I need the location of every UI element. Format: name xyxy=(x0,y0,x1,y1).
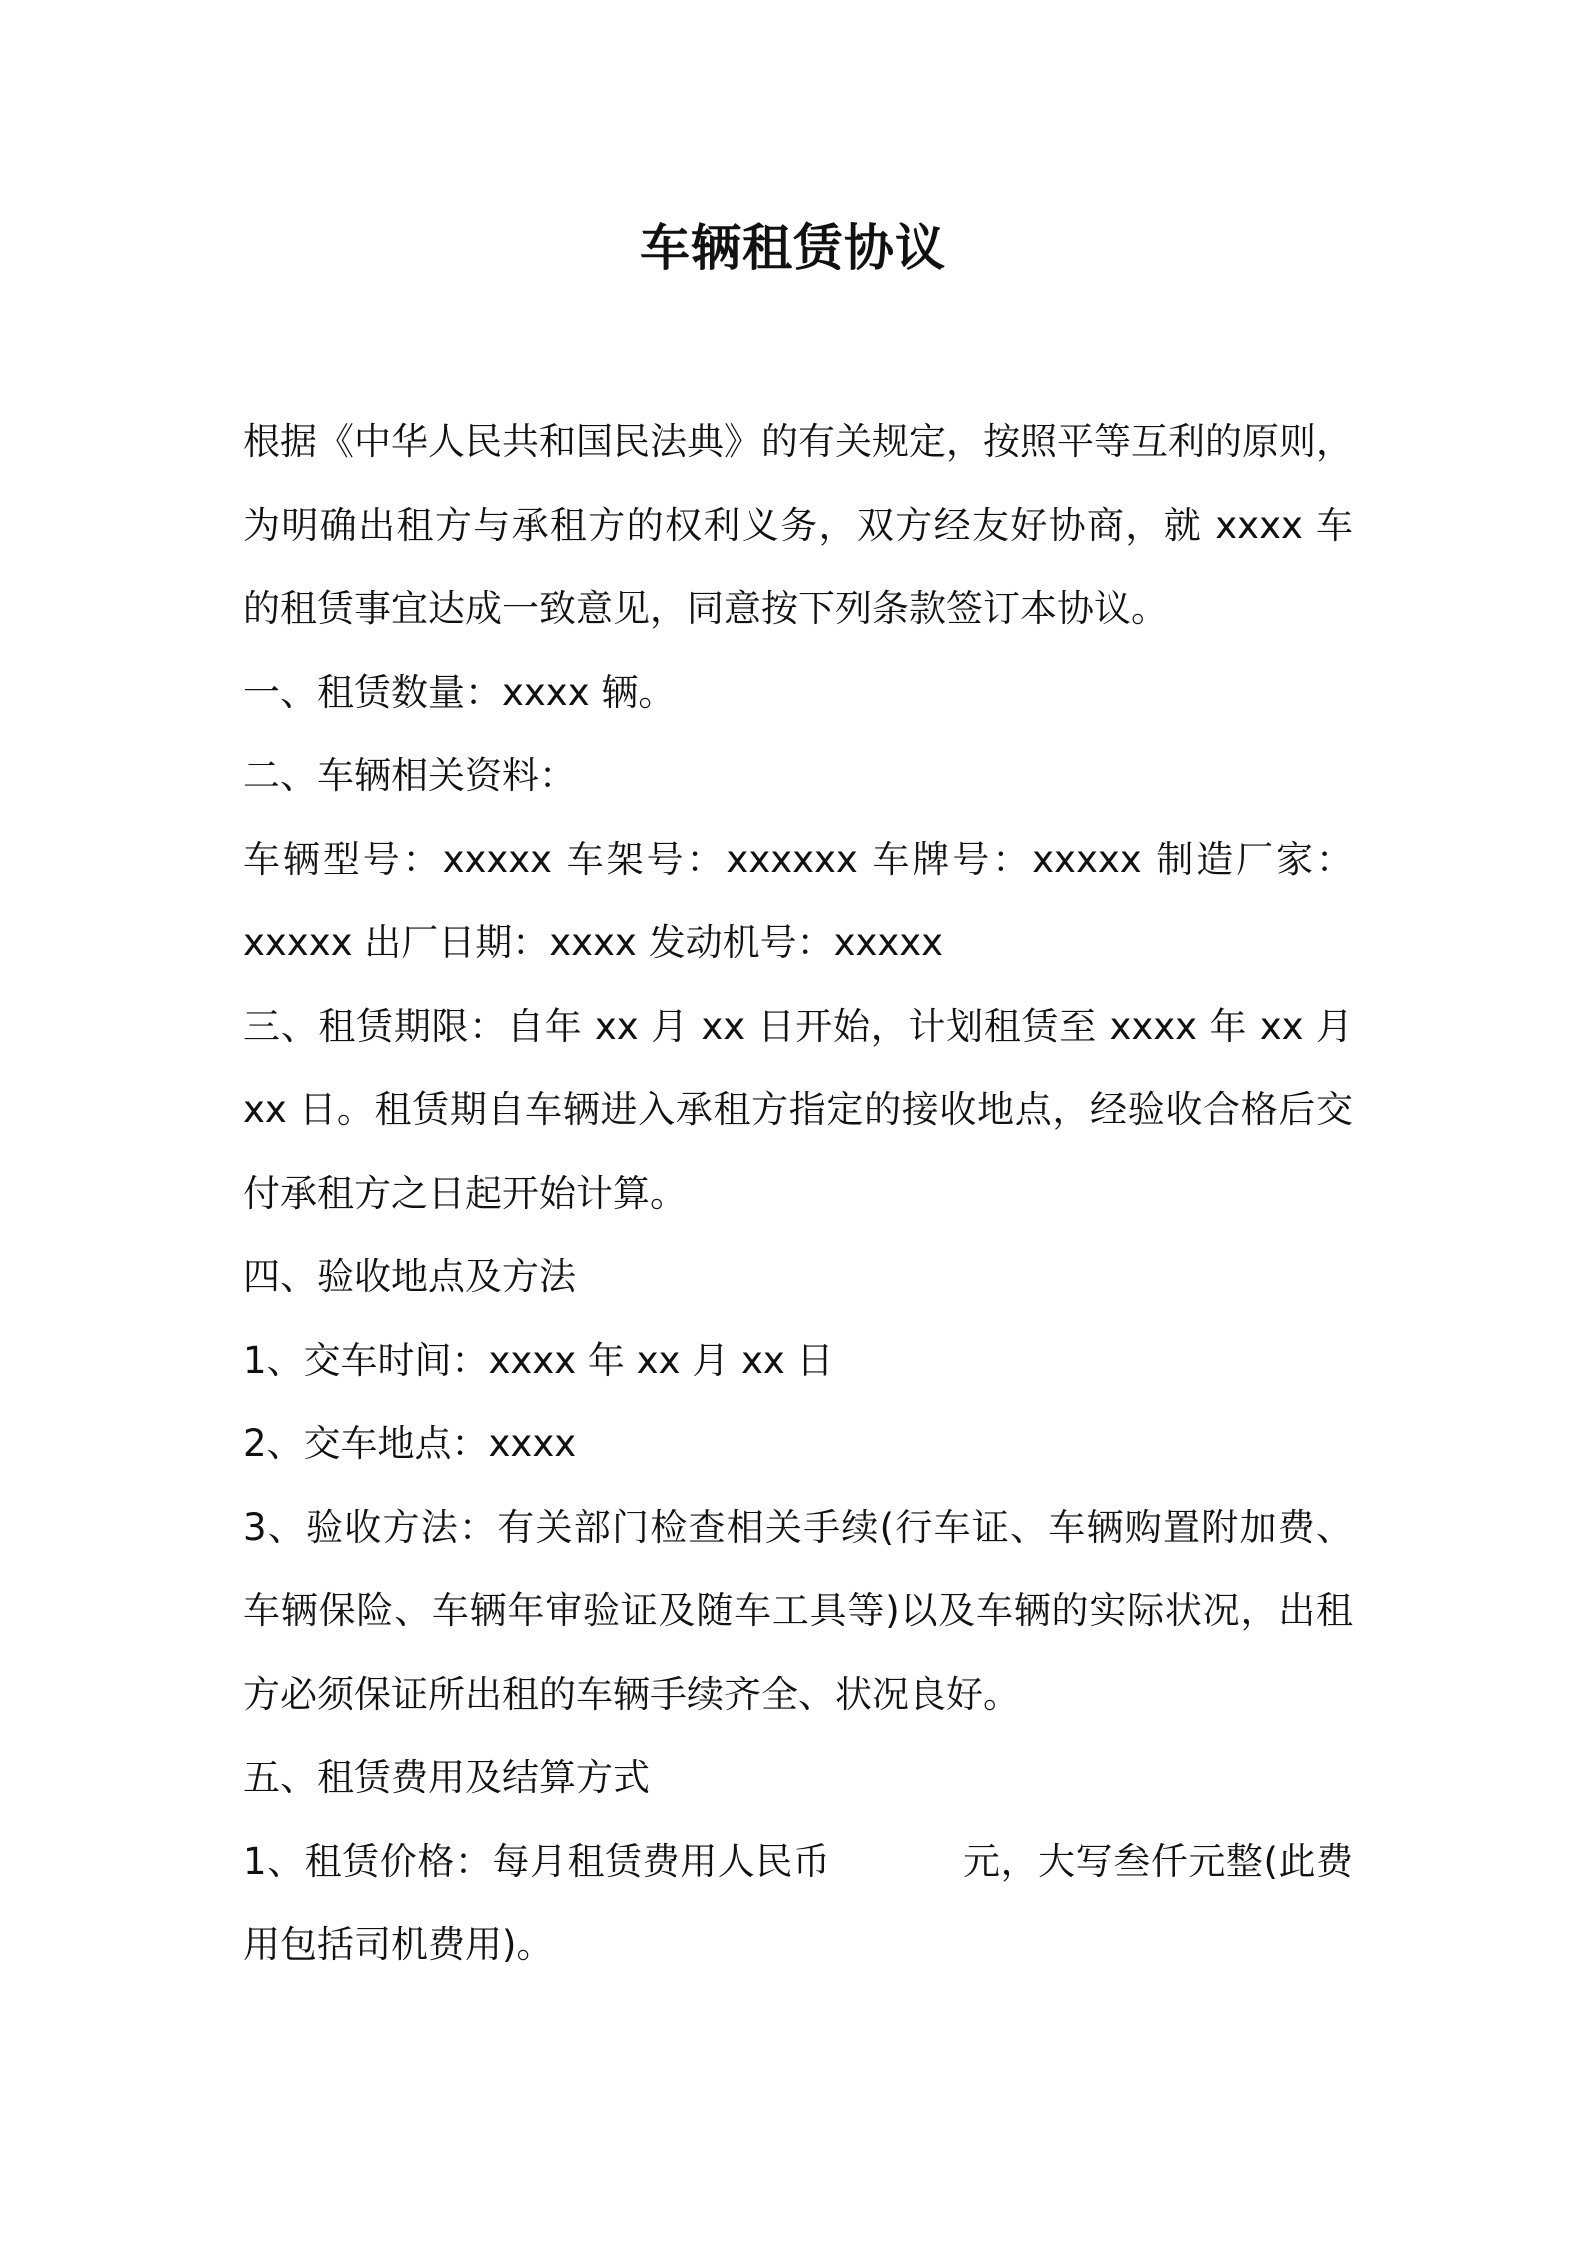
inspection-delivery-time: 1、交车时间：xxxx 年 xx 月 xx 日 xyxy=(243,1338,834,1382)
inspection-method-paragraph: 3、验收方法：有关部门检查相关手续(行车证、车辆购置附加费、车辆保险、车辆年审验证及随车工具等)以及车辆的实际状况，出租方必须保证所出租的车辆手续齐全、状况良好。 xyxy=(243,1505,1353,1716)
clause-vehicle-info-heading: 二、车辆相关资料： xyxy=(243,754,576,797)
clause-rental-period: 三、租赁期限：自年 xx 月 xx 日开始，计划租赁至 xxxx 年 xx 月 xx 日。租赁期自车辆进入承租方指定的接收地点，经验收合格后交付承租方之日起开始计算。 xyxy=(243,1004,1353,1215)
rental-price-suffix: 元，大写叁仟元整(此费用包括司机费用)。 xyxy=(243,1839,1354,1966)
rental-price-prefix: 1、租赁价格：每月租赁费用人民币 xyxy=(243,1839,831,1883)
vehicle-details-paragraph: 车辆型号：xxxxx 车架号：xxxxxx 车牌号：xxxxx 制造厂家：xxxxx 出厂日期：xxxx 发动机号：xxxxx xyxy=(243,837,1353,964)
clause-rental-quantity: 一、租赁数量：xxxx 辆。 xyxy=(243,670,676,714)
clause-inspection-heading: 四、验收地点及方法 xyxy=(243,1255,576,1298)
inspection-delivery-location: 2、交车地点：xxxx xyxy=(243,1422,577,1465)
document-title: 车辆租赁协议 xyxy=(640,219,946,277)
clause-fees-heading: 五、租赁费用及结算方式 xyxy=(243,1756,650,1799)
rental-price-paragraph xyxy=(243,1820,1353,1987)
document-body xyxy=(243,400,1353,1987)
preamble-paragraph: 根据《中华人民共和国民法典》的有关规定，按照平等互利的原则，为明确出租方与承租方的权利义务，双方经友好协商，就 xxxx 车的租赁事宜达成一致意见，同意按下列条款签订本协议。 xyxy=(243,420,1353,630)
